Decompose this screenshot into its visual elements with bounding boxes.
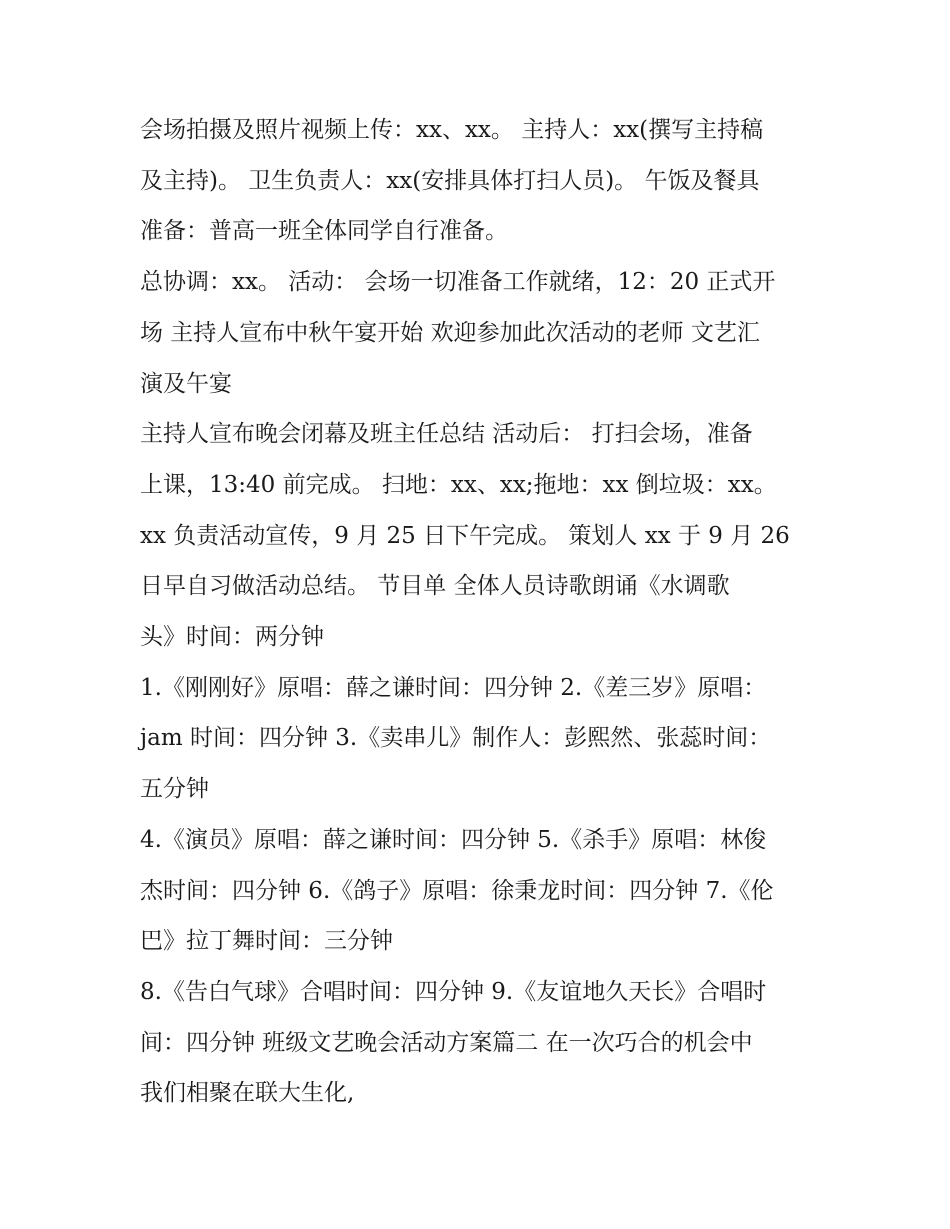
text-line: 五分钟 [140, 776, 209, 803]
paragraph-program-4-7 [140, 815, 820, 967]
text-line: 上课，13:40 前完成。 扫地：xx、xx;拖地：xx 倒垃圾：xx。 [140, 471, 777, 498]
paragraph-activity [140, 257, 820, 409]
text-line: 头》时间：两分钟 [140, 624, 324, 651]
text-line: 及主持)。 卫生负责人：xx(安排具体打扫人员)。 午饭及餐具 [140, 167, 760, 194]
paragraph-staffing [140, 105, 820, 257]
text-line: 1.《刚刚好》原唱：薛之谦时间：四分钟 2.《差三岁》原唱： [140, 674, 767, 701]
text-line: 杰时间：四分钟 6.《鸽子》原唱：徐秉龙时间：四分钟 7.《伦 [140, 877, 774, 904]
text-line: 会场拍摄及照片视频上传：xx、xx。 主持人：xx(撰写主持稿 [140, 117, 764, 143]
text-line: 8.《告白气球》合唱时间：四分钟 9.《友谊地久天长》合唱时 [140, 978, 767, 1005]
text-line: 巴》拉丁舞时间：三分钟 [140, 928, 393, 955]
text-line: 演及午宴 [140, 370, 232, 397]
text-line: 总协调：xx。 活动： 会场一切准备工作就绪，12：20 正式开 [140, 269, 776, 296]
text-line: jam 时间：四分钟 3.《卖串儿》制作人：彭熙然、张蕊时间： [140, 725, 772, 752]
text-line: 场 主持人宣布中秋午宴开始 欢迎参加此次活动的老师 文艺汇 [140, 319, 760, 346]
text-line: 准备：普高一班全体同学自行准备。 [140, 218, 508, 245]
text-line: 4.《演员》原唱：薛之谦时间：四分钟 5.《杀手》原唱：林俊 [140, 826, 767, 853]
paragraph-program-8-9 [140, 967, 820, 1119]
text-line: 主持人宣布晚会闭幕及班主任总结 活动后： 打扫会场，准备 [140, 421, 753, 448]
paragraph-program-1-3 [140, 663, 820, 815]
text-line: 日早自习做活动总结。 节目单 全体人员诗歌朗诵《水调歌 [140, 573, 730, 600]
text-line: 间：四分钟 班级文艺晚会活动方案篇二 在一次巧合的机会中 [140, 1029, 753, 1056]
text-line: xx 负责活动宣传，9 月 25 日下午完成。 策划人 xx 于 9 月 26 [140, 522, 790, 549]
document-body [140, 105, 820, 1119]
text-line: 我们相聚在联大生化, [140, 1080, 355, 1107]
paragraph-after-activity [140, 409, 820, 663]
